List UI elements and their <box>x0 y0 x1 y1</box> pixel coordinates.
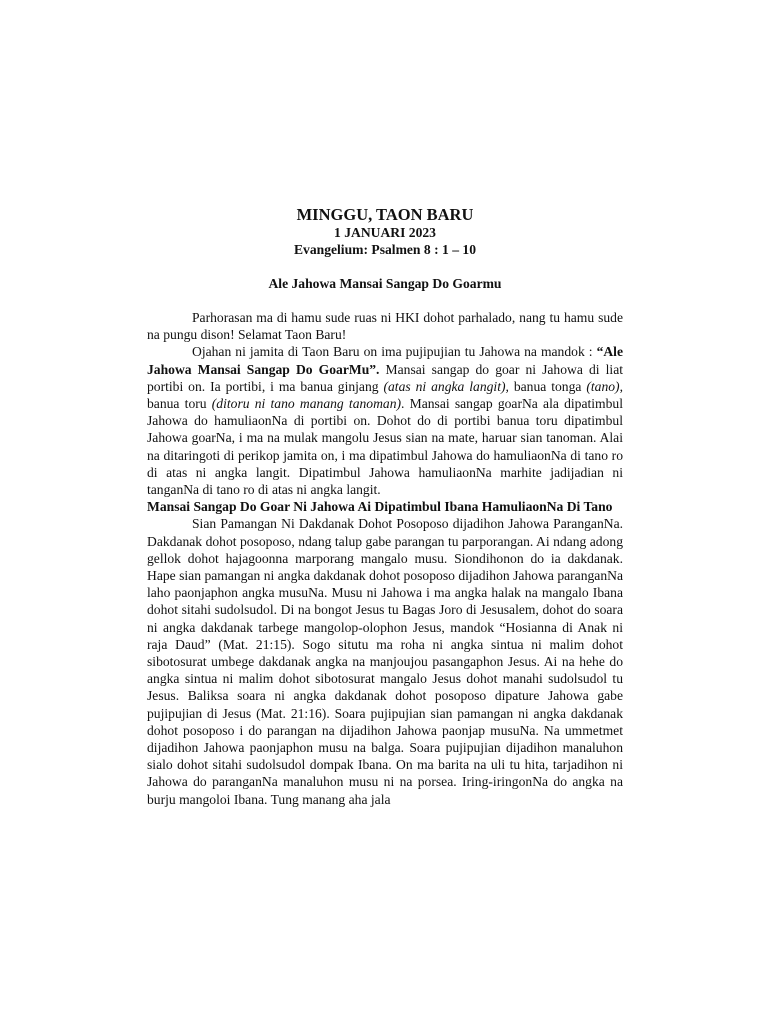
intro-italic-3: (ditoru ni tano manang tanoman) <box>211 396 402 412</box>
section-heading: Mansai Sangap Do Goar Ni Jahowa Ai Dipatimbul Ibana HamuliaonNa Di Tano <box>147 499 613 515</box>
document-page <box>147 205 623 808</box>
paragraph-introduction <box>147 343 623 498</box>
intro-italic-1: (atas ni angka langit), <box>383 378 509 394</box>
intro-text-e: . Mansai sangap goarNa ala dipatimbul Jahowa do hamuliaonNa di portibi on. Dohot do di portibi banua toru dipatimbul Jahowa goarNa, i ma na mulak mangolu Jesus sian na mate, haruar sian tanoman. Alai na ditaringoti di perikop jamita on, i ma dipatimbul Jahowa do hamuliaonNa di tano ro di atas ni angka langit. Dipatimbul Jahowa hamuliaonNa marhite jadijadian ni tanganNa di tano ro di atas ni angka langit. <box>147 396 623 498</box>
sermon-title: MINGGU, TAON BARU <box>296 205 474 224</box>
intro-italic-2: (tano) <box>586 378 620 394</box>
paragraph-greeting: Parhorasan ma di hamu sude ruas ni HKI dohot parhalado, nang tu hamu sude na pungu dison! Selamat Taon Baru! <box>147 310 623 343</box>
theme-quote: “Ale Jahowa Mansai Sangap Do GoarMu”. <box>147 344 623 377</box>
sermon-theme: Ale Jahowa Mansai Sangap Do Goarmu <box>268 276 502 291</box>
paragraph-section-body: Sian Pamangan Ni Dakdanak Dohot Posoposo dijadihon Jahowa ParanganNa. Dakdanak dohot posoposo, ndang talup gabe parangan tu parporangan. Ai ndang adong gellok dohot hajagoonna marporang mangalo musu. Siondihonon do ia dakdanak. Hape sian pamangan ni angka dakdanak dohot posoposo dijadihon Jahowa paranganNa laho paonjaphon angka musuNa. Musu ni Jahowa i ma angka halak na mangalo Ibana dohot sitahi sudolsudol. Di na bongot Jesus tu Bagas Joro di Jesusalem, dohot do soara ni angka dakdanak tarbege mangolop-olophon Jesus, mandok “Hosianna di Anak ni raja Daud” (Mat. 21:15). Sogo situtu ma roha ni angka sintua ni malim dohot sibotosurat umbege dakdanak angka na manjoujou pasangaphon Jesus. Ai na hehe do angka sintua ni malim dohot sibotosurat mangalo Jesus dohot manahi sudolsudol tu Jesus. Baliksa soara ni angka dakdanak dohot posoposo dipature Jahowa gabe pujipujian di Jesus (Mat. 21:16). Soara pujipujian sian pamangan ni angka dakdanak dohot posoposo i do parangan na dijadihon Jahowa paonjap musuNa. Na ummetmet dijadihon Jahowa paonjaphon musu na balga. Soara pujipujian dijadihon manaluhon sialo dohot sitahi sudolsudol dompak Ibana. On ma barita na uli tu hita, tarjadihon ni Jahowa do paranganNa manaluhon musu ni na porsea. Iring-iringonNa do angka na burju mangoloi Ibana. Tung manang aha jala <box>147 516 623 807</box>
intro-text-d: , banua toru <box>147 378 623 412</box>
intro-text-b: Mansai sangap do goar ni Jahowa di liat portibi on. Ia portibi, i ma banua ginjang <box>147 361 624 394</box>
sermon-date: 1 JANUARI 2023 <box>334 225 436 240</box>
intro-text-c: banua tonga <box>508 378 587 394</box>
gospel-reference: Evangelium: Psalmen 8 : 1 – 10 <box>293 242 476 257</box>
intro-text-a: Ojahan ni jamita di Taon Baru on ima pujipujian tu Jahowa na mandok : <box>192 344 597 360</box>
